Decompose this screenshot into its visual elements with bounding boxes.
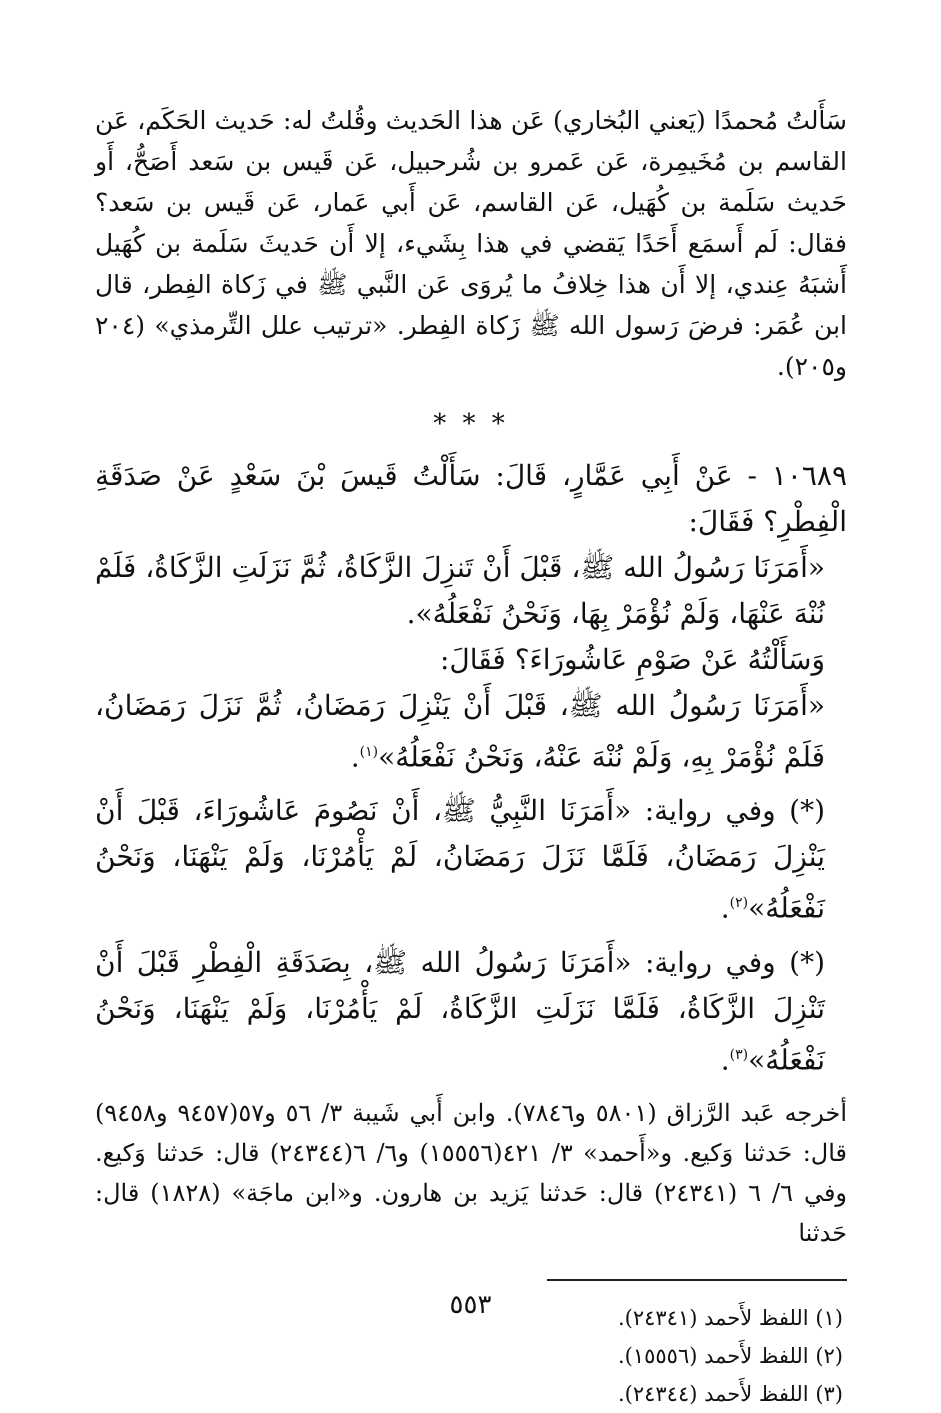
hadith-riwaya-2-text: (*) وفي رواية: «أَمَرَنَا رَسُولُ الله ﷺ، بِصَدَقَةِ الْفِطْرِ قَبْلَ أَنْ تَنْزِلَ الزَّكَاةُ، فَلَمَّا نَزَلَتِ الزَّكَاةُ، لَمْ يَأْمُرْنَا، وَلَمْ يَنْهَنَا، وَنَحْنُ نَفْعَلُهُ» xyxy=(95,945,825,1076)
footnote-ref-3: (٣) xyxy=(729,1046,749,1063)
hadith-riwaya-1: (*) وفي رواية: «أَمَرَنَا النَّبِيُّ ﷺ، أَنْ نَصُومَ عَاشُورَاءَ، قَبْلَ أَنْ يَنْزِلَ رَمَضَانُ، فَلَمَّا نَزَلَ رَمَضَانُ، لَمْ يَأْمُرْنَا، وَلَمْ يَنْهَنَا، وَنَحْنُ نَفْعَلُهُ»$^{(٢)}$. xyxy=(95,794,825,925)
takhrij-paragraph: أخرجه عَبد الرَّزاق (٥٨٠١ و٧٨٤٦). وابن أَبي شَيبة ٣/ ٥٦ و٥٧(٩٤٥٧ و٩٤٥٨) قال: حَدثنا وَكيع. و«أَحمد» ٣/ ٤٢١(١٥٥٥٦) و٦/ ٦(٢٤٣٤٤) قال: حَدثنا وَكيع. وفي ٦/ ٦ (٢٤٣٤١) قال: حَدثنا يَزيد بن هارون. و«ابن ماجَة» (١٨٢٨) قال: حَدثنا xyxy=(95,1098,848,1247)
hadith-answer-2-text: «أَمَرَنَا رَسُولُ الله ﷺ، قَبْلَ أَنْ يَنْزِلَ رَمَضَانُ، ثُمَّ نَزَلَ رَمَضَانُ، فَلَمْ نُؤْمَرْ بِهِ، وَلَمْ نُنْهَ عَنْهُ، وَنَحْنُ نَفْعَلُهُ» xyxy=(95,689,825,774)
page-number: ٥٥٣ xyxy=(449,1290,492,1320)
hadith-riwaya-1-text: (*) وفي رواية: «أَمَرَنَا النَّبِيُّ ﷺ، أَنْ نَصُومَ عَاشُورَاءَ، قَبْلَ أَنْ يَنْزِلَ رَمَضَانُ، فَلَمَّا نَزَلَ رَمَضَانُ، لَمْ يَأْمُرْنَا، وَلَمْ يَنْهَنَا، وَنَحْنُ نَفْعَلُهُ» xyxy=(95,794,825,925)
footnote-2: (٢) اللفظ لأَحمد (١٥٥٥٦). xyxy=(617,1343,843,1368)
separator-stars: * * * xyxy=(433,409,509,439)
footnote-3: (٣) اللفظ لأَحمد (٢٤٣٤٤). xyxy=(617,1381,843,1406)
footnote-1: (١) اللفظ لأَحمد (٢٤٣٤١). xyxy=(617,1305,843,1330)
intro-paragraph: سَأَلتُ مُحمدًا (يَعني البُخاري) عَن هذا الحَديث وقُلتُ له: حَديث الحَكَم، عَن القاسم بن مُخَيمِرة، عَن عَمرو بن شُرحبيل، عَن قَيس بن سَعد أَصَحُّ، أَو حَديث سَلَمة بن كُهَيل، عَن القاسم، عَن أَبي عَمار، عَن قَيس بن سَعد؟ فقال: لَم أَسمَع أَحَدًا يَقضي في هذا بِشَيء، إلا أَن حَديثَ سَلَمة بن كُهَيل أَشبَهُ عِندي، إلا أَن هذا خِلافُ ما يُروَى عَن النَّبي ﷺ في زَكاة الفِطر، قال ابن عُمَر: فرضَ رَسول الله ﷺ زَكاة الفِطر. «ترتيب علل التِّرمذي» (٢٠٤ و٢٠٥). xyxy=(95,106,847,381)
hadith-block xyxy=(95,453,847,1083)
hadith-question-2: وَسَأَلْتُهُ عَنْ صَوْمِ عَاشُورَاءَ؟ فَقَالَ: xyxy=(439,643,825,676)
hadith-heading: ١٠٦٨٩ - عَنْ أَبِي عَمَّارٍ، قَالَ: سَأَلْتُ قَيسَ بْنَ سَعْدٍ عَنْ صَدَقَةِ الْفِطْرِ؟ فَقَالَ: xyxy=(95,459,847,538)
footnote-ref-1: (١) xyxy=(359,744,379,760)
footnote-ref-2: (٢) xyxy=(729,895,749,912)
hadith-answer-1: «أَمَرَنَا رَسُولُ الله ﷺ، قَبْلَ أَنْ تَنزِلَ الزَّكَاةُ، ثُمَّ نَزَلَتِ الزَّكَاةُ، فَلَمْ نُنْهَ عَنْهَا، وَلَمْ نُؤْمَرْ بِهَا، وَنَحْنُ نَفْعَلُهُ». xyxy=(95,551,825,630)
page-body xyxy=(95,100,847,1413)
hadith-answer-2: «أَمَرَنَا رَسُولُ الله ﷺ، قَبْلَ أَنْ يَنْزِلَ رَمَضَانُ، ثُمَّ نَزَلَ رَمَضَانُ، فَلَمْ نُؤْمَرْ بِهِ، وَلَمْ نُنْهَ عَنْهُ، وَنَحْنُ نَفْعَلُهُ»$^{(١)}$. xyxy=(95,689,825,774)
hadith-riwaya-2: (*) وفي رواية: «أَمَرَنَا رَسُولُ الله ﷺ، بِصَدَقَةِ الْفِطْرِ قَبْلَ أَنْ تَنْزِلَ الزَّكَاةُ، فَلَمَّا نَزَلَتِ الزَّكَاةُ، لَمْ يَأْمُرْنَا، وَلَمْ يَنْهَنَا، وَنَحْنُ نَفْعَلُهُ»$^{(٣)}$. xyxy=(95,945,825,1076)
footnote-separator xyxy=(547,1279,847,1281)
